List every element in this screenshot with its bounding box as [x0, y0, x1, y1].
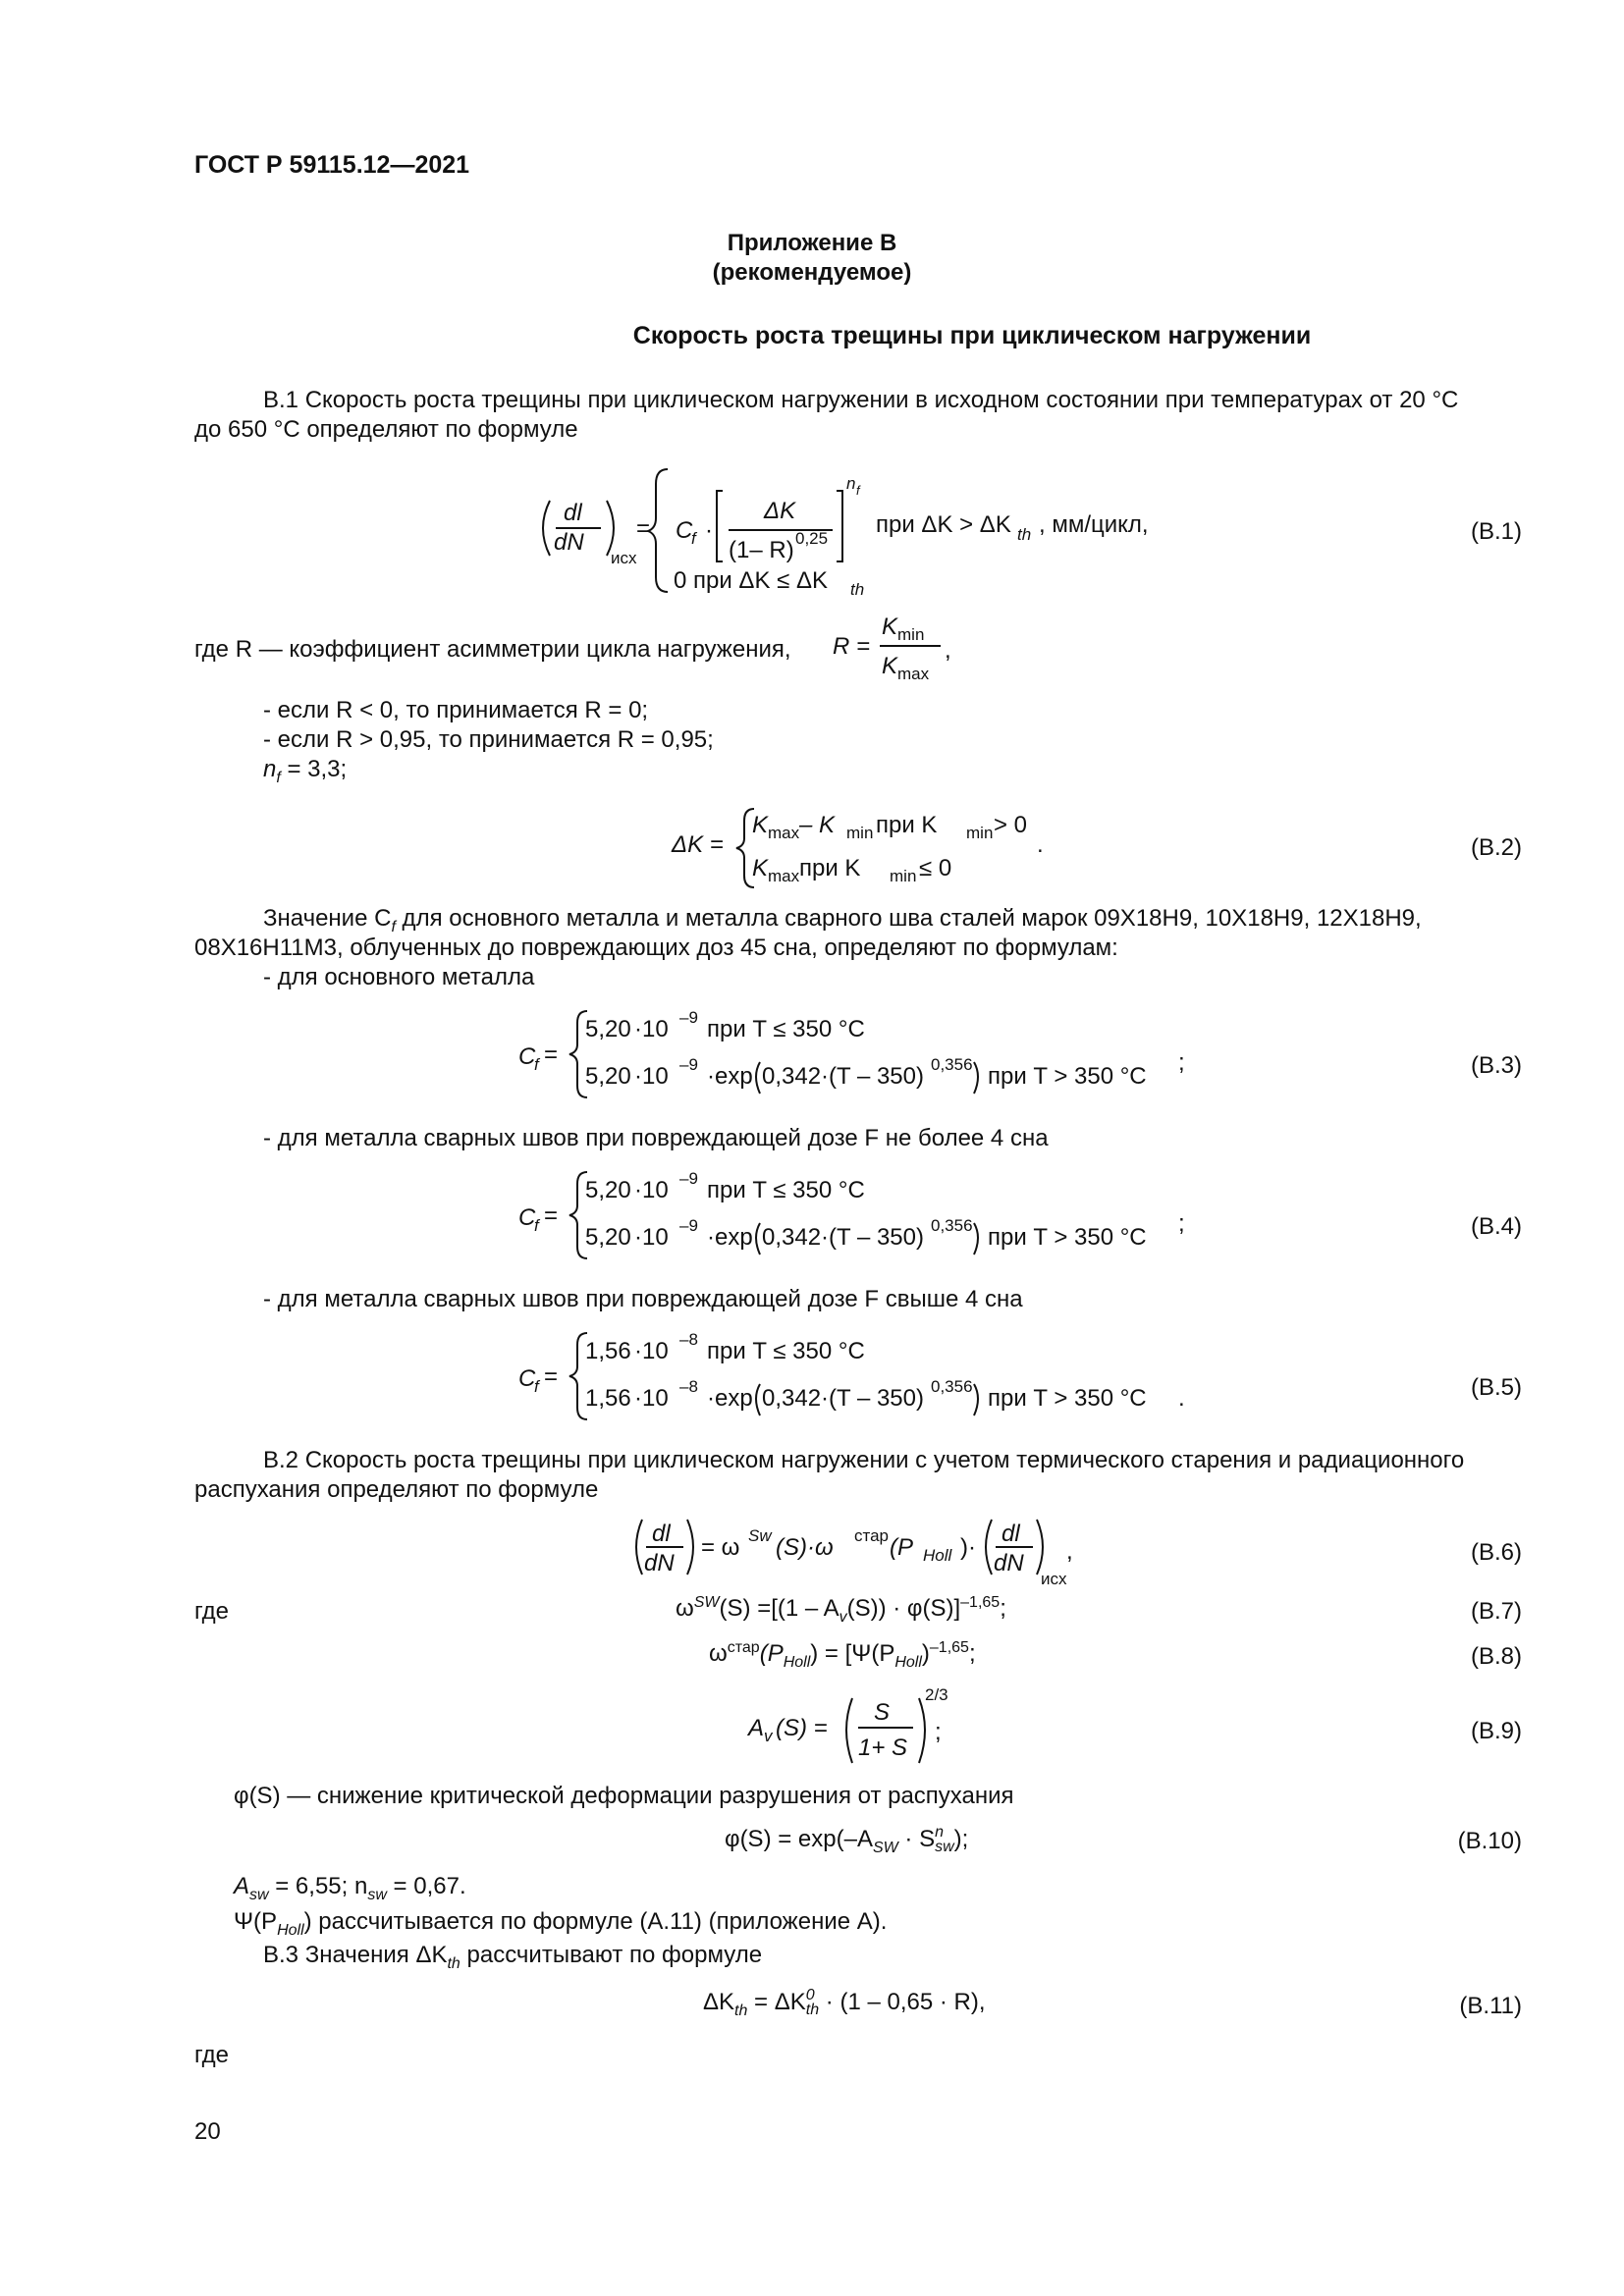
- where-r-text: где R — коэффициент асимметрии цикла нагружения,: [194, 636, 791, 663]
- svg-text:0,25: 0,25: [795, 529, 829, 548]
- svg-text:(P: (P: [890, 1534, 913, 1561]
- svg-text:f: f: [856, 483, 860, 498]
- svg-text:;: ;: [1178, 1210, 1185, 1237]
- equation-number-b11: (В.11): [1459, 1993, 1522, 2019]
- paragraph-b1-line1: В.1 Скорость роста трещины при циклическом нагружении в исходном состоянии при температурах от 20 °C: [263, 387, 1459, 413]
- equation-number-b10: (В.10): [1457, 1828, 1522, 1854]
- equation-b4: [518, 1166, 1206, 1264]
- svg-text:f: f: [534, 1377, 539, 1396]
- svg-text:–9: –9: [679, 1055, 698, 1074]
- svg-text:·10: ·10: [634, 1224, 669, 1251]
- svg-text:)·: )·: [960, 1534, 976, 1561]
- equation-number-b4: (В.4): [1470, 1213, 1522, 1240]
- svg-text:ΔK =: ΔK =: [672, 831, 724, 858]
- svg-text:Holl: Holl: [923, 1546, 952, 1565]
- equation-r-ratio: [833, 613, 950, 691]
- svg-text:dN: dN: [554, 529, 584, 556]
- svg-text:.: .: [1178, 1385, 1185, 1412]
- svg-text:f: f: [534, 1216, 539, 1235]
- svg-text:исх: исх: [1041, 1570, 1067, 1588]
- svg-text:K: K: [882, 653, 898, 679]
- svg-text:исх: исх: [611, 549, 637, 567]
- svg-text:–8: –8: [679, 1330, 698, 1349]
- page-number: 20: [194, 2118, 221, 2145]
- svg-text:стар: стар: [854, 1526, 890, 1545]
- svg-text:f: f: [534, 1055, 539, 1074]
- svg-text:max: max: [768, 867, 800, 885]
- svg-text:·10: ·10: [634, 1063, 669, 1090]
- svg-text:th: th: [1017, 525, 1032, 544]
- svg-text:f: f: [691, 529, 696, 548]
- svg-text:–8: –8: [679, 1377, 698, 1396]
- svg-text:=: =: [544, 1363, 559, 1390]
- paragraph-b3: В.3 Значения $\Delta K_{th}$ рассчитывают по формуле: [263, 1942, 763, 1972]
- equation-b1: [530, 459, 1218, 607]
- svg-text:=: =: [544, 1202, 559, 1229]
- svg-text:·10: ·10: [634, 1177, 669, 1203]
- equation-number-b5: (В.5): [1470, 1374, 1522, 1401]
- svg-text:при K: при K: [799, 855, 861, 881]
- svg-text:min: min: [846, 824, 874, 842]
- svg-text:n: n: [846, 474, 856, 493]
- svg-text:2/3: 2/3: [925, 1685, 948, 1704]
- svg-text:при T ≤ 350 °C: при T ≤ 350 °C: [707, 1177, 865, 1203]
- svg-text:th: th: [850, 580, 865, 599]
- svg-text:=: =: [544, 1041, 559, 1068]
- svg-text:·10: ·10: [634, 1338, 669, 1364]
- svg-text:= ω: = ω: [701, 1534, 740, 1561]
- svg-text:·exp: ·exp: [707, 1385, 753, 1412]
- svg-text:5,20: 5,20: [585, 1063, 631, 1090]
- svg-text:A: A: [748, 1715, 765, 1741]
- svg-text:–9: –9: [679, 1169, 698, 1188]
- svg-text:,: ,: [945, 637, 951, 664]
- paragraph-cf-line1: Значение $C_f$ для основного металла и металла сварного шва сталей марок 09Х18Н9, 10Х18Н9, 12Х18Н9,: [263, 905, 1422, 935]
- equation-b3: [518, 1005, 1206, 1103]
- equation-number-b7: (В.7): [1470, 1598, 1522, 1625]
- svg-text:при T ≤ 350 °C: при T ≤ 350 °C: [707, 1338, 865, 1364]
- svg-text:5,20: 5,20: [585, 1016, 631, 1042]
- paragraph-b1-line2: до 650 °C определяют по формуле: [194, 416, 578, 443]
- svg-text:ΔK: ΔK: [764, 498, 796, 524]
- svg-text:(S)·ω: (S)·ω: [776, 1534, 834, 1561]
- svg-text:≤ 0: ≤ 0: [919, 855, 952, 881]
- where-label: где: [194, 1598, 230, 1625]
- constants-asw-nsw: $A_{sw} = 6,55$; $n_{sw} = 0,67$.: [234, 1873, 466, 1903]
- svg-text:C: C: [676, 517, 693, 544]
- svg-text:0 при ΔK ≤ ΔK: 0 при ΔK ≤ ΔK: [674, 567, 829, 594]
- equation-b2: [672, 803, 1064, 891]
- svg-text:0,342·(T – 350): 0,342·(T – 350): [762, 1385, 924, 1412]
- equation-number-b2: (В.2): [1470, 834, 1522, 861]
- equation-number-b1: (В.1): [1470, 518, 1522, 545]
- equation-b11: $\Delta K_{th} = \Delta K$ 0 th · (1 – 0,65 · R),: [703, 1987, 986, 2019]
- appendix-status: (рекомендуемое): [712, 259, 912, 286]
- appendix-title: Приложение В: [727, 230, 897, 256]
- svg-text:·: ·: [705, 517, 713, 544]
- svg-text:при T > 350 °C: при T > 350 °C: [988, 1385, 1147, 1412]
- equation-b8: $\omega^{стар}(P_{Holl}) = [\Psi(P_{Holl})^{-1,65}$;: [709, 1639, 976, 1671]
- svg-text:·exp: ·exp: [707, 1063, 753, 1090]
- svg-text:при T > 350 °C: при T > 350 °C: [988, 1063, 1147, 1090]
- nf-value: $n_f = 3,3$;: [263, 756, 348, 786]
- svg-text:v: v: [764, 1727, 773, 1745]
- psi-reference: $\Psi(P_{Holl})$ рассчитывается по формуле (А.11) (приложение А).: [234, 1908, 888, 1939]
- svg-text:0,342·(T – 350): 0,342·(T – 350): [762, 1063, 924, 1090]
- svg-text:(1– R): (1– R): [729, 537, 794, 563]
- svg-text:dN: dN: [644, 1550, 675, 1576]
- svg-text:1,56: 1,56: [585, 1385, 631, 1412]
- svg-text:–9: –9: [679, 1008, 698, 1027]
- svg-text:K: K: [752, 855, 769, 881]
- svg-text:;: ;: [1178, 1049, 1185, 1076]
- equation-number-b3: (В.3): [1470, 1052, 1522, 1079]
- paragraph-b2-line1: В.2 Скорость роста трещины при циклическом нагружении с учетом термического старения и радиационного: [263, 1447, 1465, 1473]
- svg-text:max: max: [768, 824, 800, 842]
- equation-number-b9: (В.9): [1470, 1718, 1522, 1744]
- equation-b5: [518, 1327, 1206, 1425]
- svg-text:при K: при K: [876, 812, 938, 838]
- svg-text:min: min: [897, 625, 925, 644]
- svg-text:C: C: [518, 1204, 536, 1231]
- svg-text:R =: R =: [833, 633, 871, 660]
- section-title: Скорость роста трещины при циклическом нагружении: [632, 322, 1312, 349]
- svg-text:dl: dl: [1001, 1521, 1020, 1547]
- svg-text:1+ S: 1+ S: [858, 1735, 908, 1761]
- svg-text:S: S: [874, 1699, 891, 1726]
- svg-text:max: max: [897, 665, 930, 683]
- svg-text:·exp: ·exp: [707, 1224, 753, 1251]
- svg-text:0,356: 0,356: [931, 1377, 973, 1396]
- svg-text:> 0: > 0: [994, 812, 1028, 838]
- svg-text:C: C: [518, 1365, 536, 1392]
- svg-text:K: K: [882, 614, 898, 640]
- equation-number-b6: (В.6): [1470, 1539, 1522, 1566]
- svg-text:,: ,: [1066, 1538, 1073, 1565]
- svg-text:0,356: 0,356: [931, 1216, 973, 1235]
- equation-b6: [628, 1512, 1100, 1590]
- condition-r-high: - если R > 0,95, то принимается R = 0,95;: [263, 726, 714, 753]
- svg-text:·10: ·10: [634, 1016, 669, 1042]
- svg-text:dl: dl: [652, 1521, 671, 1547]
- where-label-end: где: [194, 2042, 230, 2068]
- svg-text:, мм/цикл,: , мм/цикл,: [1039, 511, 1149, 538]
- paragraph-b2-line2: распухания определяют по формуле: [194, 1476, 599, 1503]
- svg-text:K: K: [752, 812, 769, 838]
- svg-text:–9: –9: [679, 1216, 698, 1235]
- svg-text:min: min: [966, 824, 994, 842]
- svg-text:.: .: [1037, 831, 1044, 858]
- svg-text:(S) =: (S) =: [776, 1715, 828, 1741]
- svg-text:Sw: Sw: [748, 1526, 772, 1545]
- svg-text:5,20: 5,20: [585, 1224, 631, 1251]
- label-weld-high-dose: - для металла сварных швов при повреждающей дозе F свыше 4 сна: [263, 1286, 1023, 1312]
- paragraph-cf-line2: 08Х16Н11М3, облученных до повреждающих доз 45 сна, определяют по формулам:: [194, 934, 1118, 961]
- svg-text:0,356: 0,356: [931, 1055, 973, 1074]
- svg-text:1,56: 1,56: [585, 1338, 631, 1364]
- svg-text:при T ≤ 350 °C: при T ≤ 350 °C: [707, 1016, 865, 1042]
- svg-text:– K: – K: [799, 812, 836, 838]
- svg-text:;: ;: [935, 1719, 942, 1745]
- svg-text:dl: dl: [564, 500, 582, 526]
- label-weld-low-dose: - для металла сварных швов при повреждающей дозе F не более 4 сна: [263, 1125, 1049, 1151]
- paragraph-cf-line3: - для основного металла: [263, 964, 535, 990]
- svg-text:C: C: [518, 1043, 536, 1070]
- svg-text:при T > 350 °C: при T > 350 °C: [988, 1224, 1147, 1251]
- equation-b10: $\varphi(S) = \exp(-A_{SW} \cdot S$ n sw );: [725, 1824, 969, 1856]
- document-id: ГОСТ Р 59115.12—2021: [194, 151, 470, 179]
- equation-number-b8: (В.8): [1470, 1643, 1522, 1670]
- svg-text:·10: ·10: [634, 1385, 669, 1412]
- svg-text:при ΔK > ΔK: при ΔK > ΔK: [876, 511, 1011, 538]
- svg-text:min: min: [890, 867, 917, 885]
- svg-text:0,342·(T – 350): 0,342·(T – 350): [762, 1224, 924, 1251]
- svg-text:dN: dN: [994, 1550, 1024, 1576]
- equation-b9: [748, 1684, 974, 1773]
- svg-text:=: =: [636, 515, 651, 542]
- equation-b7: $\omega^{SW}(S) =[(1 - A_v(S)) \cdot \varphi(S)]^{-1,65}$;: [676, 1594, 1006, 1626]
- svg-text:5,20: 5,20: [585, 1177, 631, 1203]
- phi-definition: φ(S) — снижение критической деформации разрушения от распухания: [234, 1783, 1014, 1809]
- condition-r-negative: - если R < 0, то принимается R = 0;: [263, 697, 649, 723]
